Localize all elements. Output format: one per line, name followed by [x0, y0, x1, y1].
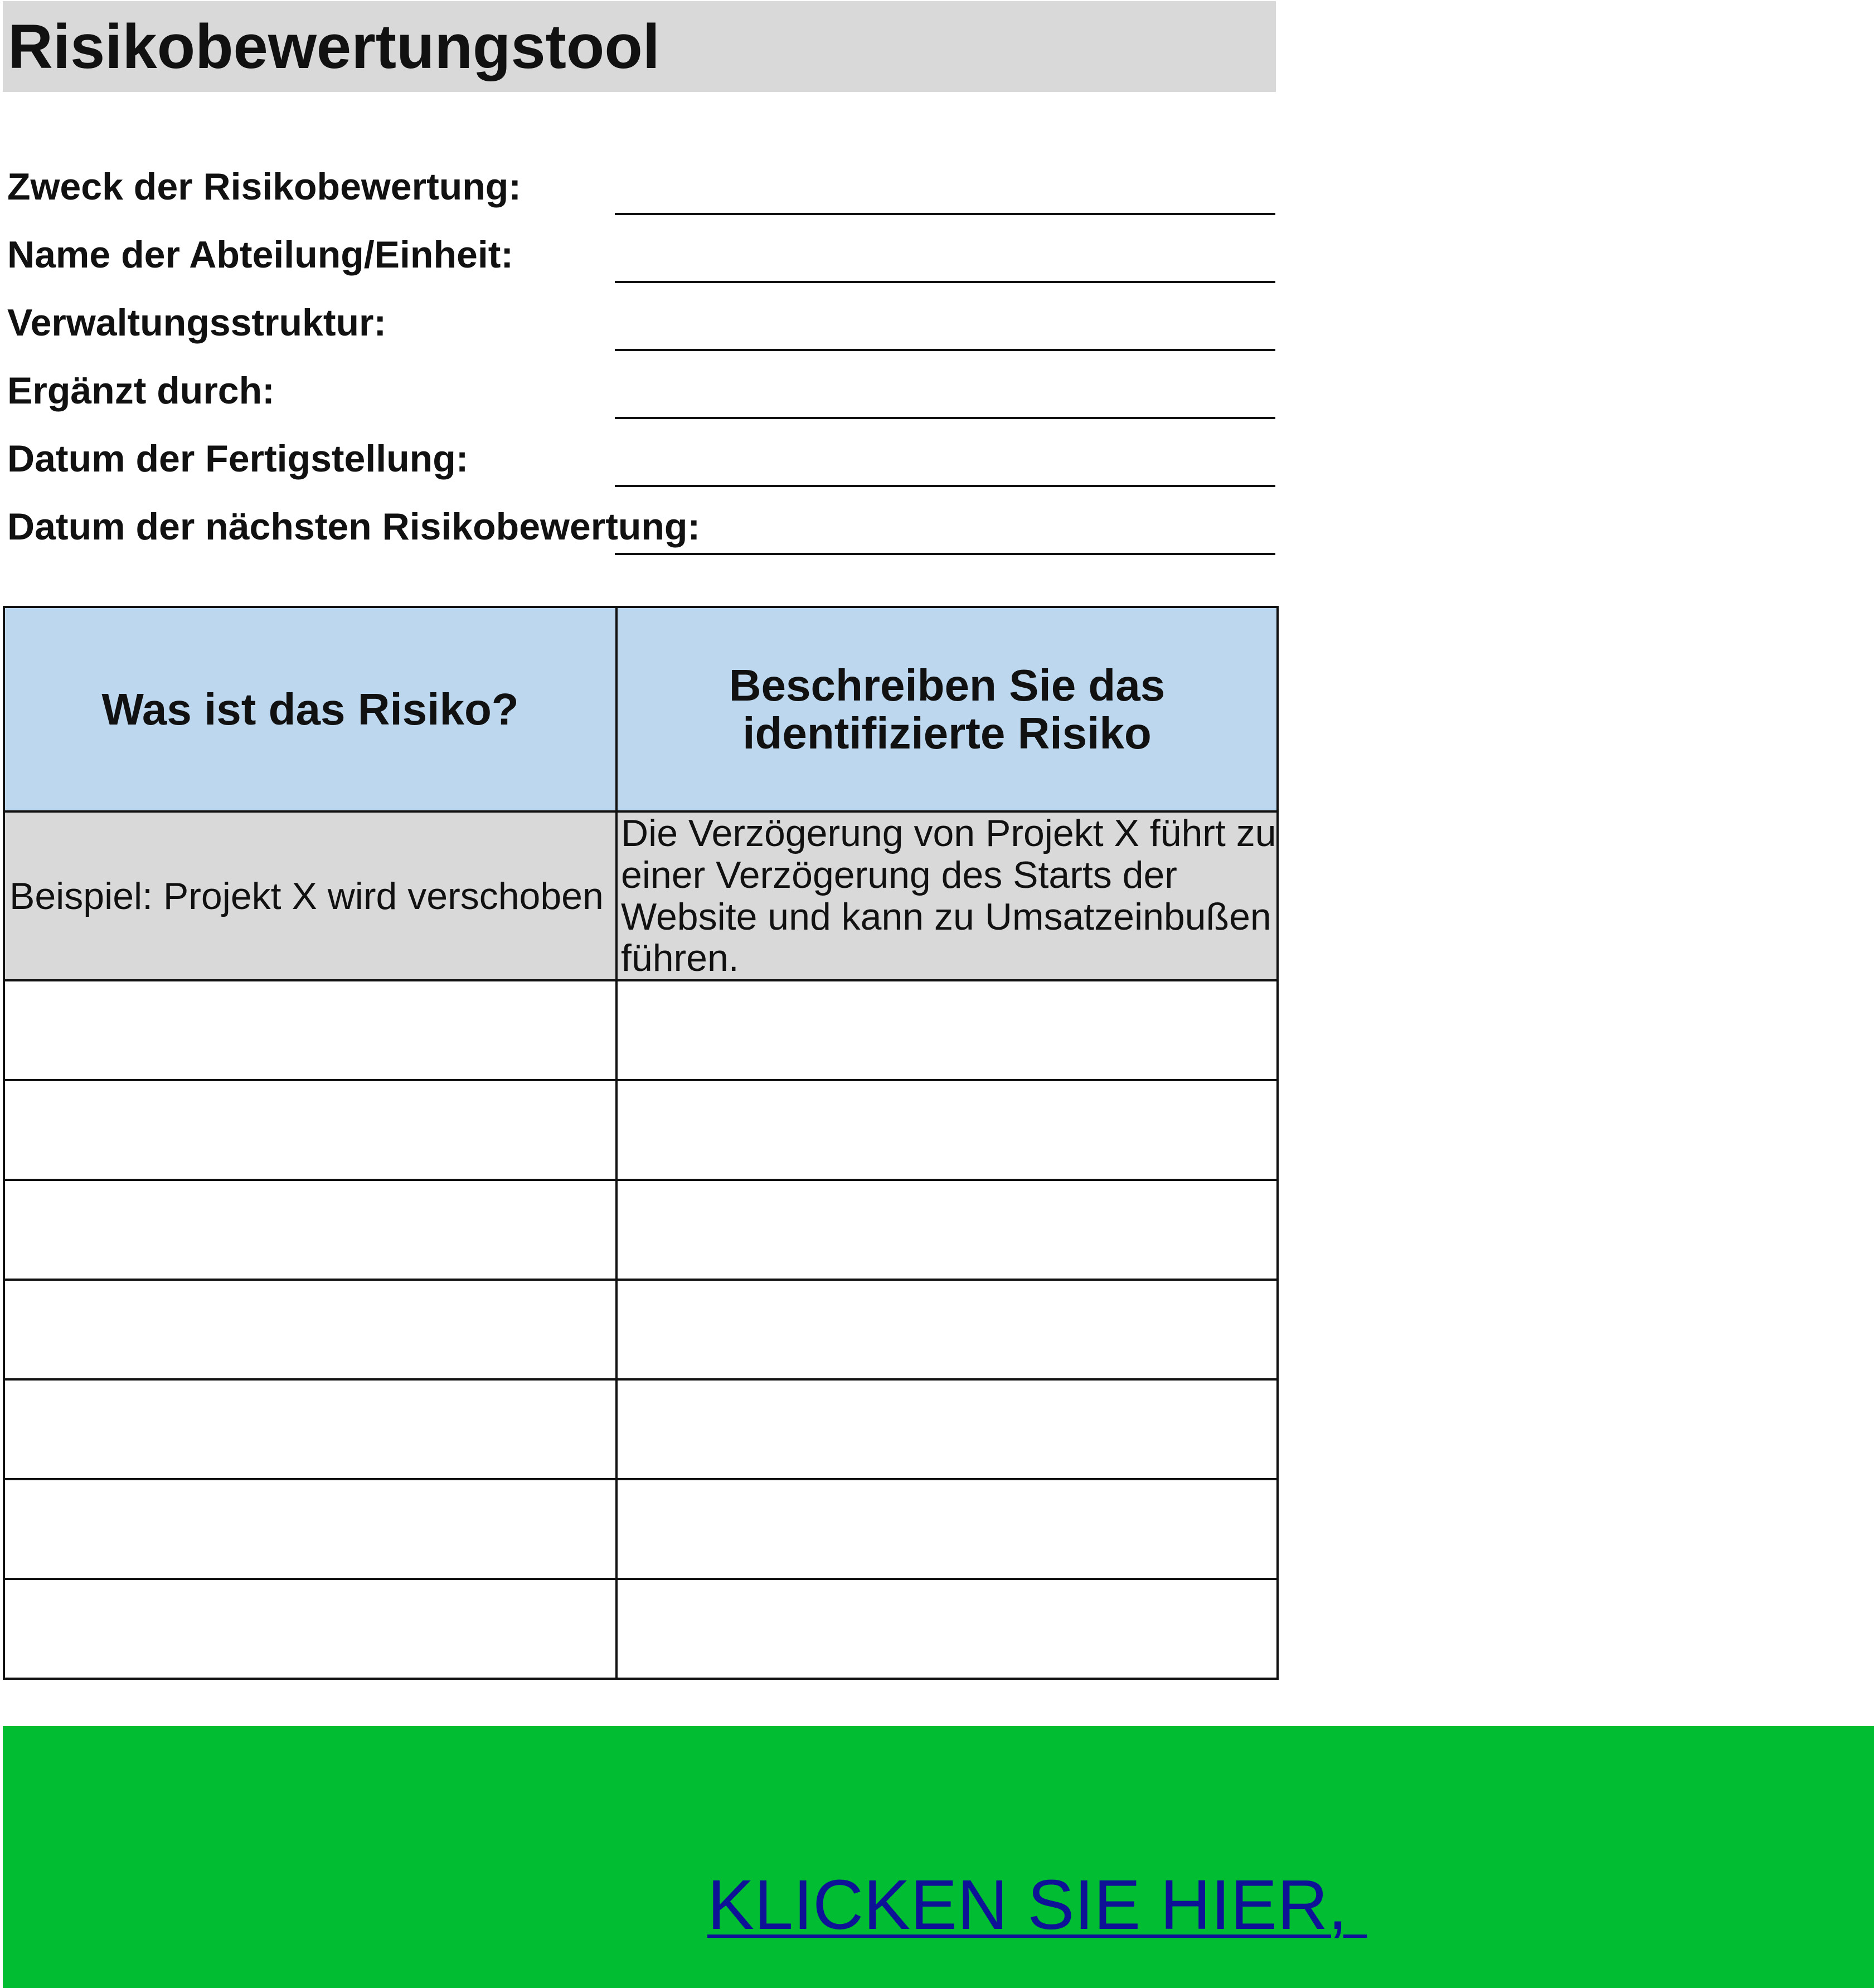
- table-header-row: [4, 607, 1278, 811]
- table-row: [4, 1280, 1278, 1379]
- risk-cell[interactable]: [4, 1579, 616, 1679]
- form-label-structure: Verwaltungsstruktur:: [7, 302, 387, 344]
- description-cell[interactable]: [616, 1180, 1278, 1280]
- form-label-completion-date: Datum der Fertigstellung:: [7, 438, 469, 480]
- table-row: [4, 1579, 1278, 1679]
- risk-cell[interactable]: [4, 1479, 616, 1579]
- form-row-completion-date: [0, 419, 1276, 487]
- header-description: Beschreiben Sie das identifizierte Risiko: [616, 607, 1278, 811]
- table-row: [4, 980, 1278, 1080]
- risk-cell[interactable]: [4, 1379, 616, 1479]
- table-row: [4, 1379, 1278, 1479]
- description-cell[interactable]: [616, 1280, 1278, 1379]
- form-label-next-assessment: Datum der nächsten Risikobewertung:: [7, 505, 701, 548]
- form-label-purpose: Zweck der Risikobewertung:: [7, 166, 521, 208]
- description-cell[interactable]: [616, 1080, 1278, 1180]
- example-description-cell: Die Verzögerung von Projekt X führt zu einer Verzögerung des Starts der Website und kann zu Umsatzeinbußen führen.: [616, 811, 1278, 980]
- table-row: [4, 1080, 1278, 1180]
- table-row-example: [4, 811, 1278, 980]
- form-row-completed-by: [0, 351, 1276, 419]
- title-bar: [3, 1, 1276, 92]
- table-row: [4, 1479, 1278, 1579]
- risk-cell[interactable]: [4, 1080, 616, 1180]
- form-row-purpose: [0, 147, 1276, 215]
- form-row-next-assessment: [0, 487, 1276, 555]
- form-row-structure: [0, 283, 1276, 351]
- form-row-department: [0, 215, 1276, 283]
- description-cell[interactable]: [616, 1379, 1278, 1479]
- risk-cell[interactable]: [4, 1180, 616, 1280]
- cta-link[interactable]: KLICKEN SIE HIER,: [707, 1865, 1367, 1944]
- description-cell[interactable]: [616, 980, 1278, 1080]
- risk-cell[interactable]: [4, 1280, 616, 1379]
- risk-cell[interactable]: [4, 980, 616, 1080]
- form-label-completed-by: Ergänzt durch:: [7, 370, 275, 412]
- risk-table: [3, 606, 1279, 1680]
- page-title: Risikobewertungstool: [8, 11, 660, 81]
- description-cell[interactable]: [616, 1579, 1278, 1679]
- cta-banner: [3, 1726, 1874, 1988]
- form-field-next-assessment[interactable]: [615, 553, 1275, 555]
- example-risk-cell: Beispiel: Projekt X wird verschoben: [4, 811, 616, 980]
- header-risk: Was ist das Risiko?: [4, 607, 616, 811]
- description-cell[interactable]: [616, 1479, 1278, 1579]
- table-row: [4, 1180, 1278, 1280]
- form-label-department: Name der Abteilung/Einheit:: [7, 234, 514, 276]
